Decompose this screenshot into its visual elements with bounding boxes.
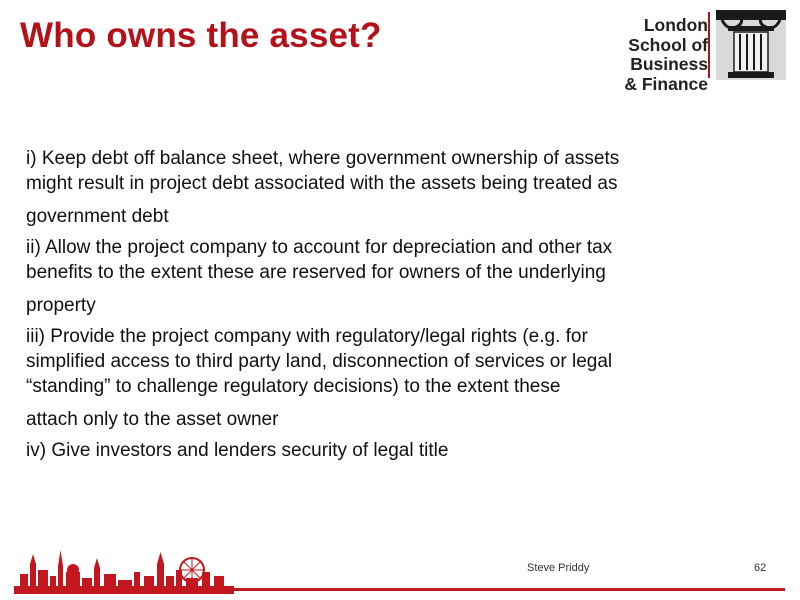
point-1-line-3: government debt (26, 206, 169, 227)
logo-text (560, 16, 708, 94)
point-3-line-1: iii) Provide the project company with regulatory/legal rights (e.g. for (26, 326, 588, 347)
logo-line-2: School of Business (628, 34, 708, 74)
point-4-line-1: iv) Give investors and lenders security of legal title (26, 440, 449, 461)
london-skyline-icon (14, 546, 234, 594)
footer-presenter: Steve Priddy (527, 562, 590, 574)
point-2-line-2: benefits to the extent these are reserved for owners of the underlying (26, 262, 606, 283)
footer-page-number: 62 (754, 562, 767, 574)
footer-rule (230, 588, 785, 591)
school-logo (560, 10, 790, 94)
point-3 (26, 324, 746, 432)
point-4 (26, 438, 746, 463)
point-3-line-3: “standing” to challenge regulatory decisions) to the extent these (26, 376, 561, 397)
point-1-line-1: i) Keep debt off balance sheet, where government ownership of assets (26, 148, 620, 169)
slide-title: Who owns the asset? (20, 16, 382, 55)
point-2-line-1: ii) Allow the project company to account for depreciation and other tax (26, 237, 613, 258)
point-3-line-2: simplified access to third party land, disconnection of services or legal (26, 351, 613, 372)
point-2 (26, 235, 746, 318)
logo-line-1: London (643, 15, 708, 35)
logo-line-3: & Finance (624, 73, 708, 94)
point-2-line-3: property (26, 295, 96, 316)
point-1-line-2: might result in project debt associated with the assets being treated as (26, 173, 618, 194)
slide-content (26, 146, 746, 463)
logo-divider (708, 12, 710, 78)
column-icon (716, 10, 786, 80)
point-1 (26, 146, 746, 229)
point-3-line-4: attach only to the asset owner (26, 409, 279, 430)
